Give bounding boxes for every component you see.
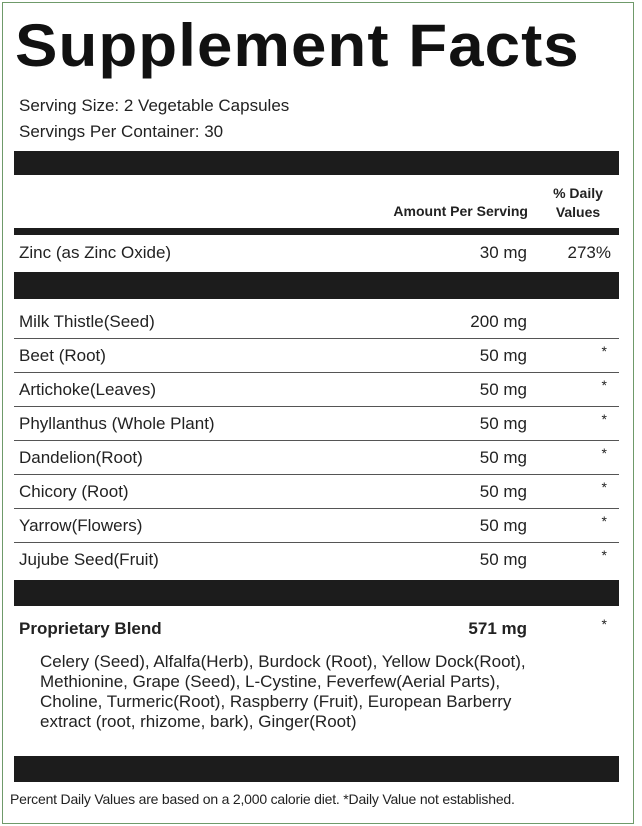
ingredient-name: Yarrow(Flowers)	[19, 516, 143, 535]
label-title: Supplement Facts	[15, 12, 580, 79]
ingredient-daily-value: *	[601, 547, 607, 563]
ingredient-row	[14, 373, 619, 407]
divider-bar-thick	[14, 272, 619, 299]
ingredient-row	[14, 475, 619, 509]
divider-bar-thick	[14, 151, 619, 175]
ingredient-row	[14, 441, 619, 475]
ingredient-row	[14, 543, 619, 577]
ingredient-amount: 50 mg	[479, 448, 527, 467]
ingredient-name: Phyllanthus (Whole Plant)	[19, 414, 215, 433]
ingredient-daily-value: *	[601, 479, 607, 495]
blend-ingredients-line: extract (root, rhizome, bark), Ginger(Root)	[40, 712, 357, 731]
nutrient-daily-value: 273%	[567, 243, 611, 262]
ingredient-amount: 50 mg	[479, 346, 527, 365]
blend-name: Proprietary Blend	[19, 619, 162, 638]
ingredient-daily-value: *	[601, 343, 607, 359]
nutrient-row-zinc	[14, 236, 619, 270]
ingredient-name: Chicory (Root)	[19, 482, 129, 501]
ingredient-row	[14, 305, 619, 339]
daily-values-header	[543, 184, 613, 222]
blend-daily-value: *	[601, 616, 607, 632]
ingredient-daily-value: *	[601, 513, 607, 529]
ingredient-amount: 200 mg	[470, 312, 527, 331]
ingredient-daily-value: *	[601, 377, 607, 393]
blend-amount: 571 mg	[468, 619, 527, 638]
daily-values-header-line1: % Daily	[553, 185, 603, 201]
proprietary-blend-row	[14, 612, 619, 646]
ingredient-row	[14, 339, 619, 373]
nutrient-name: Zinc (as Zinc Oxide)	[19, 243, 172, 262]
ingredient-daily-value: *	[601, 445, 607, 461]
daily-values-header-line2: Values	[555, 204, 601, 220]
ingredient-name: Dandelion(Root)	[19, 448, 143, 467]
ingredient-amount: 50 mg	[479, 414, 527, 433]
serving-size: Serving Size: 2 Vegetable Capsules	[19, 96, 290, 115]
blend-ingredients-line: Methionine, Grape (Seed), L-Cystine, Feverfew(Aerial Parts),	[40, 672, 501, 691]
daily-value-footnote: Percent Daily Values are based on a 2,000 calorie diet. *Daily Value not established.	[10, 791, 515, 807]
divider-bar-thick	[14, 580, 619, 606]
blend-ingredients-line: Celery (Seed), Alfalfa(Herb), Burdock (Root), Yellow Dock(Root),	[40, 652, 526, 671]
ingredient-name: Milk Thistle(Seed)	[19, 312, 155, 331]
ingredient-row	[14, 509, 619, 543]
ingredient-name: Jujube Seed(Fruit)	[19, 550, 159, 569]
servings-per-container: Servings Per Container: 30	[19, 122, 224, 141]
amount-per-serving-header: Amount Per Serving	[393, 203, 528, 219]
nutrient-amount: 30 mg	[479, 243, 527, 262]
ingredient-amount: 50 mg	[479, 550, 527, 569]
ingredient-row	[14, 407, 619, 441]
ingredient-amount: 50 mg	[479, 380, 527, 399]
blend-ingredients	[40, 652, 600, 732]
ingredient-amount: 50 mg	[479, 482, 527, 501]
divider-bar-thick	[14, 756, 619, 782]
ingredient-daily-value: *	[601, 411, 607, 427]
divider-bar-medium	[14, 228, 619, 235]
ingredient-amount: 50 mg	[479, 516, 527, 535]
ingredient-name: Artichoke(Leaves)	[19, 380, 157, 399]
ingredient-name: Beet (Root)	[19, 346, 106, 365]
blend-ingredients-line: Choline, Turmeric(Root), Raspberry (Fruit), European Barberry	[40, 692, 512, 711]
